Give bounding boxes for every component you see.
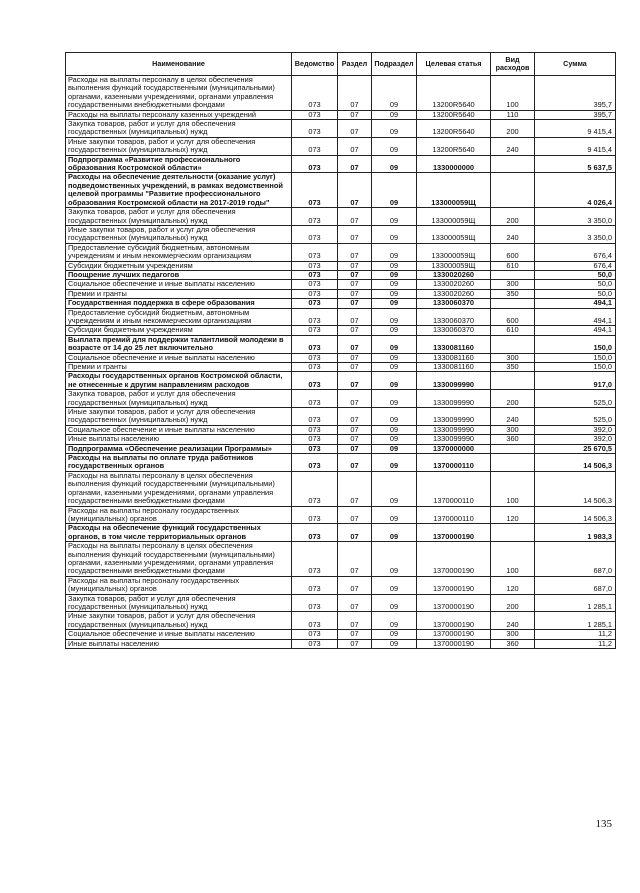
cell-name: Иные закупки товаров, работ и услуг для обеспечения государственных (муниципальных) нужд [66,225,292,243]
cell-vedomstvo: 073 [292,225,338,243]
cell-vedomstvo: 073 [292,110,338,119]
cell-name: Иные выплаты населению [66,639,292,648]
cell-celevaya-statya: 1330020260 [417,289,491,298]
cell-vedomstvo: 073 [292,506,338,524]
cell-vid-raskhodov [491,155,535,173]
cell-name: Расходы на обеспечение деятельности (оказание услуг) подведомственных учреждений, в рамках ведомственной целевой программы "Развитие профессионального образования Костромской области на 2017-2019 годы" [66,173,292,208]
table-row [66,425,616,434]
header-name: Наименование [66,53,292,76]
cell-vedomstvo: 073 [292,261,338,270]
cell-celevaya-statya: 1370000190 [417,524,491,542]
cell-summa: 50,0 [535,289,616,298]
cell-vedomstvo: 073 [292,308,338,326]
cell-celevaya-statya: 1330099990 [417,390,491,408]
cell-celevaya-statya: 1330060370 [417,308,491,326]
cell-celevaya-statya: 1330099990 [417,425,491,434]
table-row [66,471,616,506]
cell-celevaya-statya: 1370000000 [417,444,491,453]
header-vedomstvo: Ведомство [292,53,338,76]
cell-celevaya-statya: 1370000190 [417,594,491,612]
cell-celevaya-statya: 1330099990 [417,372,491,390]
cell-razdel: 07 [338,110,372,119]
cell-razdel: 07 [338,208,372,226]
cell-summa: 687,0 [535,576,616,594]
cell-name: Государственная поддержка в сфере образования [66,299,292,308]
cell-razdel: 07 [338,390,372,408]
cell-podrazdel: 09 [372,612,417,630]
cell-celevaya-statya: 13200R5640 [417,76,491,111]
cell-vid-raskhodov: 240 [491,137,535,155]
cell-podrazdel: 09 [372,506,417,524]
cell-vid-raskhodov: 240 [491,408,535,426]
cell-vedomstvo: 073 [292,435,338,444]
cell-podrazdel: 09 [372,299,417,308]
cell-summa: 494,1 [535,326,616,335]
cell-vedomstvo: 073 [292,390,338,408]
cell-podrazdel: 09 [372,639,417,648]
cell-vid-raskhodov: 110 [491,110,535,119]
cell-summa: 676,4 [535,243,616,261]
cell-vedomstvo: 073 [292,326,338,335]
cell-summa: 494,1 [535,299,616,308]
table-row [66,280,616,289]
table-row [66,372,616,390]
cell-name: Социальное обеспечение и иные выплаты населению [66,630,292,639]
table-row [66,630,616,639]
cell-razdel: 07 [338,372,372,390]
table-row [66,435,616,444]
cell-summa: 9 415,4 [535,137,616,155]
cell-summa: 14 506,3 [535,454,616,472]
cell-name: Премии и гранты [66,289,292,298]
cell-podrazdel: 09 [372,110,417,119]
page-number: 135 [595,818,612,830]
cell-name: Социальное обеспечение и иные выплаты населению [66,425,292,434]
table-row [66,444,616,453]
cell-vid-raskhodov: 200 [491,120,535,138]
cell-podrazdel: 09 [372,289,417,298]
cell-summa: 11,2 [535,630,616,639]
cell-name: Расходы на выплаты персоналу в целях обеспечения выполнения функций государственными (муниципальными) органами, казенными учреждениями, органами управления государственными внебюджетными фондами [66,542,292,577]
cell-podrazdel: 09 [372,173,417,208]
table-row [66,353,616,362]
cell-name: Субсидии бюджетным учреждениям [66,326,292,335]
table-row [66,261,616,270]
cell-vid-raskhodov [491,372,535,390]
cell-celevaya-statya: 1330081160 [417,363,491,372]
cell-vedomstvo: 073 [292,639,338,648]
cell-razdel: 07 [338,335,372,353]
table-row [66,110,616,119]
table-body [66,76,616,649]
cell-podrazdel: 09 [372,471,417,506]
cell-name: Расходы на выплаты персоналу в целях обеспечения выполнения функций государственными (муниципальными) органами, казенными учреждениями, органами управления государственными внебюджетными фондами [66,471,292,506]
cell-celevaya-statya: 1330060370 [417,326,491,335]
cell-podrazdel: 09 [372,425,417,434]
cell-podrazdel: 09 [372,225,417,243]
cell-razdel: 07 [338,270,372,279]
cell-razdel: 07 [338,435,372,444]
table-row [66,270,616,279]
cell-vedomstvo: 073 [292,173,338,208]
cell-name: Расходы на выплаты персоналу государственных (муниципальных) органов [66,506,292,524]
cell-name: Иные выплаты населению [66,435,292,444]
cell-razdel: 07 [338,120,372,138]
cell-name: Расходы на выплаты по оплате труда работников государственных органов [66,454,292,472]
table-row [66,137,616,155]
cell-name: Расходы на выплаты персоналу казенных учреждений [66,110,292,119]
cell-podrazdel: 09 [372,576,417,594]
cell-vid-raskhodov [491,173,535,208]
cell-podrazdel: 09 [372,454,417,472]
cell-vedomstvo: 073 [292,454,338,472]
cell-razdel: 07 [338,576,372,594]
cell-summa: 395,7 [535,76,616,111]
table-row [66,299,616,308]
cell-podrazdel: 09 [372,261,417,270]
cell-celevaya-statya: 1370000190 [417,639,491,648]
cell-summa: 395,7 [535,110,616,119]
header-podrazdel: Подраздел [372,53,417,76]
cell-vedomstvo: 073 [292,444,338,453]
cell-vedomstvo: 073 [292,120,338,138]
cell-celevaya-statya: 1330020260 [417,270,491,279]
cell-vid-raskhodov: 100 [491,471,535,506]
cell-summa: 150,0 [535,353,616,362]
cell-summa: 150,0 [535,363,616,372]
cell-vid-raskhodov: 200 [491,390,535,408]
cell-podrazdel: 09 [372,155,417,173]
table-row [66,639,616,648]
cell-vid-raskhodov: 350 [491,363,535,372]
cell-summa: 494,1 [535,308,616,326]
cell-celevaya-statya: 133000059Щ [417,225,491,243]
cell-vid-raskhodov: 610 [491,261,535,270]
cell-celevaya-statya: 13200R5640 [417,110,491,119]
cell-summa: 5 637,5 [535,155,616,173]
cell-name: Расходы на выплаты персоналу в целях обеспечения выполнения функций государственными (муниципальными) органами, казенными учреждениями, органами управления государственными внебюджетными фондами [66,76,292,111]
cell-razdel: 07 [338,299,372,308]
cell-name: Иные закупки товаров, работ и услуг для обеспечения государственных (муниципальных) нужд [66,612,292,630]
cell-razdel: 07 [338,225,372,243]
cell-name: Закупка товаров, работ и услуг для обеспечения государственных (муниципальных) нужд [66,120,292,138]
cell-podrazdel: 09 [372,335,417,353]
cell-razdel: 07 [338,76,372,111]
cell-summa: 917,0 [535,372,616,390]
cell-vedomstvo: 073 [292,76,338,111]
cell-razdel: 07 [338,408,372,426]
cell-razdel: 07 [338,308,372,326]
table-row [66,173,616,208]
cell-razdel: 07 [338,173,372,208]
cell-name: Расходы на обеспечение функций государственных органов, в том числе территориальных органов [66,524,292,542]
cell-vid-raskhodov: 350 [491,289,535,298]
cell-name: Закупка товаров, работ и услуг для обеспечения государственных (муниципальных) нужд [66,208,292,226]
cell-celevaya-statya: 13200R5640 [417,137,491,155]
cell-razdel: 07 [338,506,372,524]
cell-name: Иные закупки товаров, работ и услуг для обеспечения государственных (муниципальных) нужд [66,137,292,155]
cell-summa: 525,0 [535,408,616,426]
cell-summa: 14 506,3 [535,471,616,506]
header-vid-raskhodov: Вид расходов [491,53,535,76]
cell-vid-raskhodov [491,335,535,353]
cell-name: Расходы государственных органов Костромской области, не отнесенные к другим направлениям расходов [66,372,292,390]
cell-summa: 50,0 [535,280,616,289]
cell-podrazdel: 09 [372,630,417,639]
cell-name: Подпрограмма «Развитие профессионального образования Костромской области» [66,155,292,173]
cell-vid-raskhodov: 200 [491,208,535,226]
cell-celevaya-statya: 1330020260 [417,280,491,289]
cell-summa: 525,0 [535,390,616,408]
cell-podrazdel: 09 [372,372,417,390]
cell-name: Премии и гранты [66,363,292,372]
cell-celevaya-statya: 133000059Щ [417,173,491,208]
cell-razdel: 07 [338,639,372,648]
cell-razdel: 07 [338,542,372,577]
cell-podrazdel: 09 [372,137,417,155]
cell-celevaya-statya: 1370000110 [417,454,491,472]
cell-razdel: 07 [338,444,372,453]
cell-name: Закупка товаров, работ и услуг для обеспечения государственных (муниципальных) нужд [66,390,292,408]
cell-summa: 14 506,3 [535,506,616,524]
table-row [66,243,616,261]
cell-vedomstvo: 073 [292,155,338,173]
cell-summa: 9 415,4 [535,120,616,138]
budget-table [65,52,616,649]
cell-vedomstvo: 073 [292,270,338,279]
cell-celevaya-statya: 1330060370 [417,299,491,308]
cell-razdel: 07 [338,289,372,298]
cell-vedomstvo: 073 [292,363,338,372]
cell-vid-raskhodov: 300 [491,353,535,362]
cell-podrazdel: 09 [372,435,417,444]
cell-podrazdel: 09 [372,353,417,362]
cell-razdel: 07 [338,524,372,542]
table-row [66,524,616,542]
cell-vedomstvo: 073 [292,408,338,426]
cell-summa: 676,4 [535,261,616,270]
cell-podrazdel: 09 [372,408,417,426]
cell-vedomstvo: 073 [292,280,338,289]
cell-vid-raskhodov: 300 [491,280,535,289]
cell-summa: 392,0 [535,435,616,444]
cell-vid-raskhodov: 300 [491,425,535,434]
cell-vedomstvo: 073 [292,335,338,353]
cell-celevaya-statya: 133000059Щ [417,243,491,261]
cell-vid-raskhodov [491,444,535,453]
cell-podrazdel: 09 [372,208,417,226]
cell-podrazdel: 09 [372,76,417,111]
cell-podrazdel: 09 [372,444,417,453]
cell-celevaya-statya: 133000059Щ [417,208,491,226]
cell-podrazdel: 09 [372,326,417,335]
cell-razdel: 07 [338,454,372,472]
cell-vid-raskhodov: 120 [491,576,535,594]
cell-vid-raskhodov: 600 [491,308,535,326]
cell-razdel: 07 [338,353,372,362]
cell-name: Поощрение лучших педагогов [66,270,292,279]
cell-vedomstvo: 073 [292,208,338,226]
cell-name: Предоставление субсидий бюджетным, автономным учреждениям и иным некоммерческим организациям [66,308,292,326]
cell-vedomstvo: 073 [292,137,338,155]
cell-summa: 11,2 [535,639,616,648]
cell-celevaya-statya: 133000059Щ [417,261,491,270]
header-summa: Сумма [535,53,616,76]
cell-podrazdel: 09 [372,280,417,289]
cell-razdel: 07 [338,594,372,612]
cell-vedomstvo: 073 [292,576,338,594]
cell-podrazdel: 09 [372,363,417,372]
cell-celevaya-statya: 1330000000 [417,155,491,173]
cell-vedomstvo: 073 [292,353,338,362]
cell-vedomstvo: 073 [292,594,338,612]
table-row [66,612,616,630]
cell-name: Расходы на выплаты персоналу государственных (муниципальных) органов [66,576,292,594]
cell-razdel: 07 [338,243,372,261]
cell-podrazdel: 09 [372,542,417,577]
cell-summa: 1 285,1 [535,612,616,630]
cell-vedomstvo: 073 [292,243,338,261]
cell-vid-raskhodov: 100 [491,76,535,111]
table-row [66,454,616,472]
cell-vid-raskhodov: 300 [491,630,535,639]
cell-podrazdel: 09 [372,120,417,138]
table-row [66,363,616,372]
cell-vedomstvo: 073 [292,524,338,542]
cell-vid-raskhodov [491,524,535,542]
cell-celevaya-statya: 1370000110 [417,471,491,506]
cell-summa: 4 026,4 [535,173,616,208]
cell-vid-raskhodov: 240 [491,225,535,243]
cell-summa: 3 350,0 [535,225,616,243]
table-row [66,155,616,173]
cell-summa: 25 670,5 [535,444,616,453]
table-row [66,390,616,408]
cell-vedomstvo: 073 [292,542,338,577]
cell-razdel: 07 [338,326,372,335]
cell-vedomstvo: 073 [292,630,338,639]
table-row [66,594,616,612]
cell-vedomstvo: 073 [292,612,338,630]
cell-vid-raskhodov: 360 [491,639,535,648]
cell-celevaya-statya: 1370000190 [417,612,491,630]
cell-summa: 50,0 [535,270,616,279]
cell-razdel: 07 [338,612,372,630]
cell-razdel: 07 [338,425,372,434]
cell-vid-raskhodov: 240 [491,612,535,630]
cell-vedomstvo: 073 [292,425,338,434]
cell-vid-raskhodov: 360 [491,435,535,444]
table-row [66,506,616,524]
table-row [66,308,616,326]
cell-celevaya-statya: 1330099990 [417,435,491,444]
cell-name: Субсидии бюджетным учреждениям [66,261,292,270]
cell-podrazdel: 09 [372,308,417,326]
cell-celevaya-statya: 1370000190 [417,630,491,639]
cell-summa: 3 350,0 [535,208,616,226]
cell-name: Подпрограмма «Обеспечение реализации Программы» [66,444,292,453]
cell-celevaya-statya: 1370000190 [417,542,491,577]
cell-podrazdel: 09 [372,270,417,279]
cell-razdel: 07 [338,363,372,372]
table-row [66,408,616,426]
cell-razdel: 07 [338,261,372,270]
table-row [66,76,616,111]
cell-razdel: 07 [338,280,372,289]
cell-podrazdel: 09 [372,390,417,408]
cell-vid-raskhodov: 200 [491,594,535,612]
cell-podrazdel: 09 [372,243,417,261]
cell-name: Социальное обеспечение и иные выплаты населению [66,353,292,362]
cell-vid-raskhodov [491,270,535,279]
cell-vedomstvo: 073 [292,372,338,390]
table-row [66,576,616,594]
cell-vid-raskhodov: 120 [491,506,535,524]
cell-name: Закупка товаров, работ и услуг для обеспечения государственных (муниципальных) нужд [66,594,292,612]
cell-razdel: 07 [338,137,372,155]
header-razdel: Раздел [338,53,372,76]
cell-vedomstvo: 073 [292,289,338,298]
table-row [66,289,616,298]
table-row [66,326,616,335]
cell-name: Предоставление субсидий бюджетным, автономным учреждениям и иным некоммерческим организациям [66,243,292,261]
cell-razdel: 07 [338,630,372,639]
table-row [66,120,616,138]
cell-celevaya-statya: 1330081160 [417,353,491,362]
cell-vid-raskhodov [491,299,535,308]
cell-celevaya-statya: 1330081160 [417,335,491,353]
cell-vedomstvo: 073 [292,299,338,308]
cell-summa: 392,0 [535,425,616,434]
table-row [66,542,616,577]
cell-vid-raskhodov: 610 [491,326,535,335]
cell-vedomstvo: 073 [292,471,338,506]
cell-summa: 687,0 [535,542,616,577]
cell-vid-raskhodov [491,454,535,472]
cell-name: Выплата премий для поддержки талантливой молодежи в возрасте от 14 до 25 лет включительно [66,335,292,353]
table-row [66,208,616,226]
cell-summa: 1 285,1 [535,594,616,612]
cell-razdel: 07 [338,155,372,173]
cell-celevaya-statya: 1330099990 [417,408,491,426]
cell-name: Социальное обеспечение и иные выплаты населению [66,280,292,289]
table-header-row [66,53,616,76]
cell-vid-raskhodov: 600 [491,243,535,261]
table-row [66,335,616,353]
cell-name: Иные закупки товаров, работ и услуг для обеспечения государственных (муниципальных) нужд [66,408,292,426]
cell-podrazdel: 09 [372,524,417,542]
header-celevaya-statya: Целевая статья [417,53,491,76]
cell-summa: 150,0 [535,335,616,353]
cell-celevaya-statya: 13200R5640 [417,120,491,138]
cell-razdel: 07 [338,471,372,506]
table-row [66,225,616,243]
cell-celevaya-statya: 1370000190 [417,576,491,594]
cell-celevaya-statya: 1370000110 [417,506,491,524]
cell-vid-raskhodov: 100 [491,542,535,577]
cell-summa: 1 983,3 [535,524,616,542]
cell-podrazdel: 09 [372,594,417,612]
